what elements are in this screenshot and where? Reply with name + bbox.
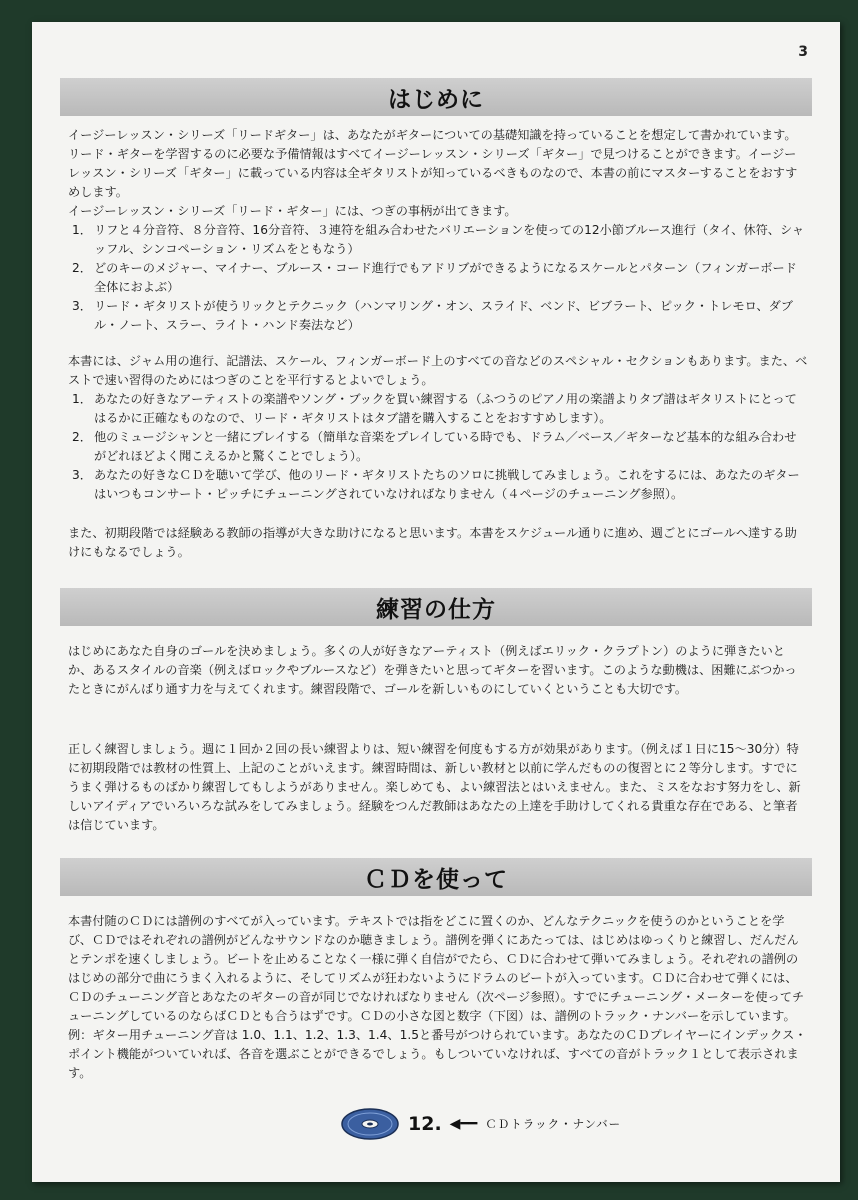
list-item-number: 3． [72,468,92,482]
list-item [68,466,808,504]
list-item-text: 他のミュージシャンと一緒にプレイする（簡単な音楽をプレイしている時でも、ドラム／ベース／ギターなど基本的な組み合わせがどれほどよく聞こえるかと驚くことでしょう）。 [94,430,797,463]
track-number-example: 12. [408,1113,442,1135]
intro-paragraph-3: 本書には、ジャム用の進行、記譜法、スケール、フィンガーボード上のすべての音などのスペシャル・セクションもあります。また、ベストで速い習得のためにはつぎのことを平行するとよいでしょう。 [68,354,808,387]
list-item [68,259,808,297]
section-title-cd: ＣＤを使って [60,858,812,896]
track-number-label: ＣＤトラック・ナンバー [485,1117,622,1131]
list-item-number: 2． [72,430,92,444]
arrow-left-icon: ◀━━ [449,1116,478,1132]
list-item-text: リフと４分音符、８分音符、16分音符、３連符を組み合わせたバリエーションを使っての12小節ブルース進行（タイ、休符、シャッフル、シンコペーション・リズムをともなう） [94,223,805,256]
list-item [68,428,808,466]
list-item-number: 3． [72,299,92,313]
page-number: 3 [798,44,808,60]
list-item [68,297,808,335]
cd-paragraph-1: 本書付随のＣＤには譜例のすべてが入っています。テキストでは指をどこに置くのか、どんなテクニックを使うのかということを学び、ＣＤではそれぞれの譜例がどんなサウンドなのか聴きましょう。譜例を弾くにあたっては、はじめはゆっくりと練習し、だんだんとテンポを速くしましょう。ビートを止めることなく一様に弾く自信がでたら、ＣＤに合わせて弾いてみましょう。それぞれの譜例のはじめの部分で曲にうまく入れるように、そしてリズムが狂わないようにドラムのビートが入っています。ＣＤに合わせて弾くには、ＣＤのチューニング音とあなたのギターの音が同じでなければなりません（次ページ参照）。すでにチューニング・メーターを使ってチューニングしているのならばＣＤとも合うはずです。ＣＤの小さな図と数字（下図）は、譜例のトラック・ナンバーを示しています。例：ギター用チューニング音は 1.0、1.1、1.2、1.3、1.4、1.5と番号がつけられています。あなたのＣＤプレイヤーにインデックス・ポイント機能がついていれば、各音を選ぶことができるでしょう。もしついていなければ、すべての音がトラック１として表示されます。 [68,914,807,1080]
intro-paragraph-2: イージーレッスン・シリーズ「リード・ギター」には、つぎの事柄が出てきます。 [68,204,517,218]
list-item-text: どのキーのメジャー、マイナー、ブルース・コード進行でもアドリブができるようになるスケールとパターン（フィンガーボード全体におよぶ） [94,261,797,294]
section-title-introduction: はじめに [60,78,812,116]
practice-paragraph-2: 正しく練習しましょう。週に１回か２回の長い練習よりは、短い練習を何度もする方が効果があります。（例えば１日に15～30分）特に初期段階では教材の性質上、上記のことがいえます。練習時間は、新しい教材と以前に学んだものの復習とに２等分します。すでにうまく弾けるものばかり練習してもしようがありません。楽しめても、よい練習法とはいえません。また、ミスをなおす努力をし、新しいアイディアでいろいろな試みをしてみましょう。経験をつんだ教師はあなたの上達を手助けしてくれる貴重な存在である、と筆者は信じています。 [68,742,801,832]
list-item-text: あなたの好きなアーティストの楽譜やソング・ブックを買い練習する（ふつうのピアノ用の楽譜よりタブ譜はギタリストにとってはるかに正確なものなので、リード・ギタリストはタブ譜を購入することをおすすめします）。 [94,392,797,425]
cd-track-legend [340,1106,621,1142]
list-item-text: あなたの好きなＣＤを聴いて学び、他のリード・ギタリストたちのソロに挑戦してみましょう。これをするには、あなたのギターはいつもコンサート・ピッチにチューニングされていなければなりません（４ページのチューニング参照）。 [94,468,800,501]
intro-paragraph-4: また、初期段階では経験ある教師の指導が大きな助けになると思います。本書をスケジュール通りに進め、週ごとにゴールへ達する助けにもなるでしょう。 [68,526,797,559]
intro-paragraph-1: イージーレッスン・シリーズ「リードギター」は、あなたがギターについての基礎知識を持っていることを想定して書かれています。リード・ギターを学習するのに必要な予備情報はすべてイージーレッスン・シリーズ「ギター」で見つけることができます。イージーレッスン・シリーズ「ギター」に載っている内容は全ギタリストが知っているべきものなので、本書の前にマスターすることをおすすめします。 [68,128,798,199]
cd-disc-icon [340,1106,400,1142]
document-page [32,22,840,1182]
practice-paragraph-1: はじめにあなた自身のゴールを決めましょう。多くの人が好きなアーティスト（例えばエリック・クラプトン）のように弾きたいとか、あるスタイルの音楽（例えばロックやブルースなど）を弾きたいと思ってギターを習います。このような動機は、困難にぶつかったときにがんばり通す力を与えてくれます。練習段階で、ゴールを新しいものにしていくということも大切です。 [68,644,797,696]
list-item-number: 2． [72,261,92,275]
list-item [68,221,808,259]
list-item [68,390,808,428]
list-item-number: 1． [72,392,92,406]
list-item-number: 1． [72,223,92,237]
section-title-practice: 練習の仕方 [60,588,812,626]
list-item-text: リード・ギタリストが使うリックとテクニック（ハンマリング・オン、スライド、ベンド、ビブラート、ピック・トレモロ、ダブル・ノート、スラー、ライト・ハンド奏法など） [94,299,793,332]
